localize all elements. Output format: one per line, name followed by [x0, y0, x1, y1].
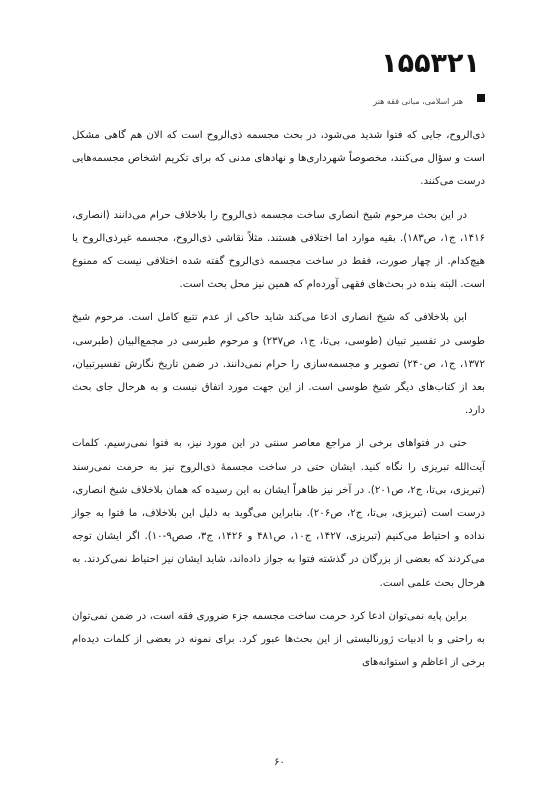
body-text [72, 124, 485, 684]
stamp-number: ۱۵۵۳۲۱ [381, 48, 480, 79]
paragraph: ذی‌الروح، جایی که فتوا شدید می‌شود، در بحث مجسمه ذی‌الروح است که الان هم گاهی مشکل است و سؤال می‌کنند، مخصوصاً شهرداری‌ها و نهادهای مدنی که برای تکریم اشخاص مجسمه‌هایی درست می‌کنند. [72, 130, 485, 188]
paragraph: در این بحث مرحوم شیخ انصاری ساخت مجسمه ذی‌الروح را بلاخلاف حرام می‌دانند (انصاری، ۱۴۱۶، ج۱، ص۱۸۳). بقیه موارد اما اختلافی هستند. مثلاً نقاشی ذی‌الروح، مجسمه غیرذی‌الروح یا هیچ‌کدام. از چهار صورت، فقط در ساخت مجسمه ذی‌الروح گفته شده اختلافی نیست که ممنوع است. البته بنده در بحث‌های فقهی آورده‌ام که همین نیز محل بحث است. [72, 209, 486, 291]
page-number: ۶۰ [274, 757, 285, 768]
paragraph: این بلاخلافی که شیخ انصاری ادعا می‌کند شاید حاکی از عدم تتبع کامل است. مرحوم شیخ طوسی در تفسیر تبیان (طوسی، بی‌تا، ج۱، ص۲۳۷) و مرحوم طبرسی در مجمع‌البیان (طبرسی، ۱۳۷۲، ج۱، ص۲۴۰) تصویر و مجسمه‌سازی را حرام نمی‌دانند. در ضمن تاریخ نگارش تفسیرتبیان، بعد از کتاب‌های دیگر شیخ طوسی است. از این جهت مورد اتفاق نیست و به هرحال جای بحث دارد. [72, 312, 486, 417]
page-marker-square [477, 94, 485, 102]
running-head: هنر اسلامی، مبانی فقه هنر [373, 97, 463, 106]
paragraph: براین پایه نمی‌توان ادعا کرد حرمت ساخت مجسمه جزء ضروری فقه است، در ضمن نمی‌توان به راحتی و با ادبیات ژورنالیستی از این بحث‌ها عبور کرد. برای نمونه در بعضی از کلمات دیده‌ام برخی از اعاظم و استوانه‌های [72, 610, 485, 669]
paragraph: حتی در فتواهای برخی از مراجع معاصر سنتی در این مورد نیز، به فتوا نمی‌رسیم. کلمات آیت‌الله تبریزی را نگاه کنید. ایشان حتی در ساخت مجسمهٔ ذی‌الروح نیز به حرمت نمی‌رسند (تبریزی، بی‌تا، ج۲، ص۲۰۱). در آخر نیز ظاهراً ایشان به این رسیده که همان بلاخلاف شیخ انصاری، درست است (تبریزی، بی‌تا، ج۲، ص۲۰۶). بنابراین می‌گوید به دلیل این بلاخلاف، ما فتوا به جواز نداده و احتیاط می‌کنیم (تبریزی، ۱۴۲۷، ج۱۰، ص۴۸۱ و ۱۴۲۶، ج۳، صص۹-۱۰). اگر ایشان توجه می‌کردند که بعضی از بزرگان در گذشته فتوا به جواز داده‌اند، شاید ایشان نیز احتیاط نمی‌کردند. به هرحال بحث علمی است. [72, 438, 485, 589]
